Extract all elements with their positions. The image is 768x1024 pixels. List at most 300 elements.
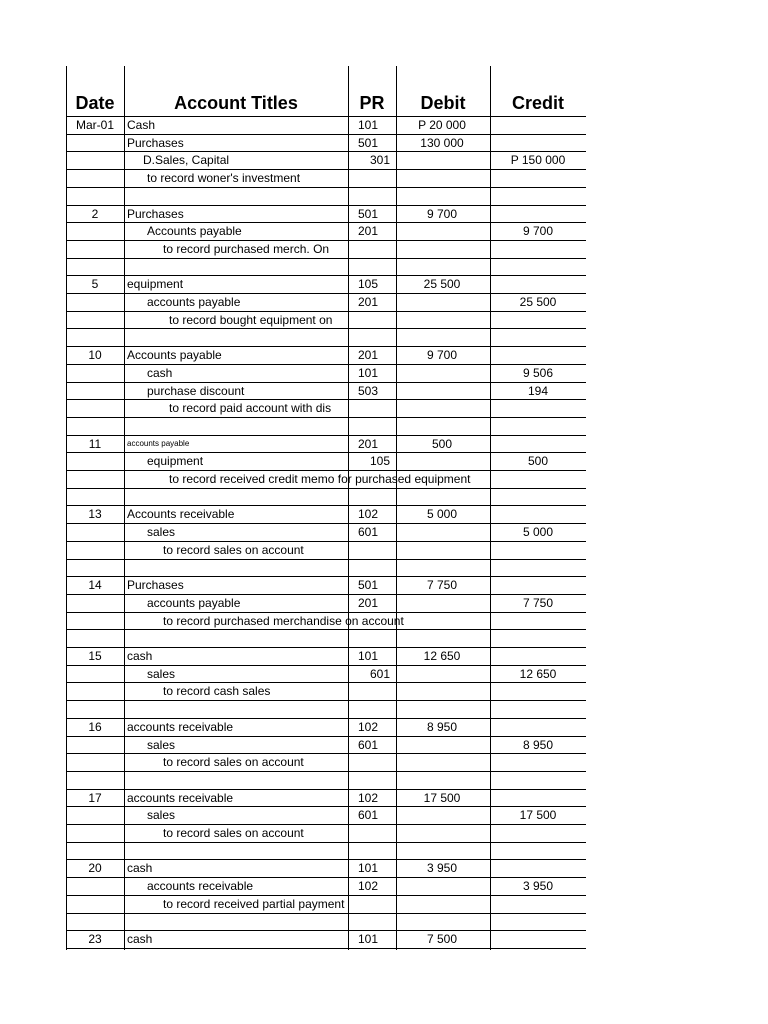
entry-date xyxy=(66,842,124,860)
entry-date: 2 xyxy=(91,206,99,221)
row-divider xyxy=(66,275,586,276)
credit-amount xyxy=(490,771,586,789)
journal-row xyxy=(66,913,586,931)
credit-amount xyxy=(490,541,586,559)
account-title: accounts payable xyxy=(147,295,241,309)
credit-amount xyxy=(490,116,586,134)
journal-row xyxy=(66,222,586,240)
row-divider xyxy=(66,293,586,294)
credit-amount xyxy=(490,399,586,417)
row-divider xyxy=(66,505,586,506)
posting-reference xyxy=(356,824,398,842)
general-journal-table xyxy=(66,66,586,950)
account-title: accounts payable xyxy=(147,595,241,610)
debit-amount: 130 000 xyxy=(420,135,464,150)
debit-amount xyxy=(396,682,488,700)
posting-reference: 102 xyxy=(358,790,379,805)
credit-amount: 8 950 xyxy=(522,737,554,752)
entry-date xyxy=(66,753,124,771)
posting-reference xyxy=(356,187,398,205)
debit-amount xyxy=(396,700,488,718)
account-title: to record woner's investment xyxy=(147,171,301,186)
entry-date xyxy=(66,311,124,329)
row-divider xyxy=(66,718,586,719)
credit-amount xyxy=(490,930,586,948)
credit-amount xyxy=(490,187,586,205)
account-title: to record cash sales xyxy=(163,684,271,699)
credit-amount: 7 750 xyxy=(522,595,554,610)
account-title: to record purchased merch. On xyxy=(163,241,330,256)
journal-row xyxy=(66,258,586,276)
account-title: Purchases xyxy=(127,206,184,221)
row-divider xyxy=(66,877,586,878)
row-divider xyxy=(66,842,586,843)
account-title: Accounts payable xyxy=(127,348,222,363)
posting-reference: 105 xyxy=(369,454,390,469)
account-title: equipment xyxy=(147,454,204,469)
journal-row xyxy=(66,417,586,435)
debit-amount xyxy=(396,222,488,240)
journal-row xyxy=(66,134,586,152)
credit-amount xyxy=(490,612,586,630)
entry-date: 16 xyxy=(88,719,102,734)
account-title xyxy=(127,913,347,931)
credit-amount xyxy=(490,718,586,736)
row-divider xyxy=(66,222,586,223)
credit-amount: P 150 000 xyxy=(510,153,566,168)
account-title xyxy=(127,258,347,276)
posting-reference: 601 xyxy=(369,666,390,681)
posting-reference: 101 xyxy=(358,118,379,132)
row-divider xyxy=(66,541,586,542)
entry-date xyxy=(66,222,124,240)
credit-amount xyxy=(490,859,586,877)
credit-amount xyxy=(490,346,586,364)
entry-date xyxy=(66,700,124,718)
account-title: sales xyxy=(147,666,176,681)
journal-row xyxy=(66,435,586,453)
row-divider xyxy=(66,895,586,896)
row-divider xyxy=(66,435,586,436)
debit-amount: 9 700 xyxy=(426,348,458,363)
entry-date xyxy=(66,134,124,152)
row-divider xyxy=(66,116,586,117)
debit-amount xyxy=(396,523,488,541)
journal-row xyxy=(66,612,586,630)
debit-amount xyxy=(396,328,488,346)
credit-amount xyxy=(490,629,586,647)
journal-row xyxy=(66,877,586,895)
entry-date xyxy=(66,629,124,647)
journal-row xyxy=(66,629,586,647)
credit-amount xyxy=(490,275,586,293)
row-divider xyxy=(66,382,586,383)
posting-reference xyxy=(356,258,398,276)
credit-amount: 500 xyxy=(527,454,549,469)
entry-date: 14 xyxy=(88,578,102,593)
credit-amount xyxy=(490,240,586,258)
entry-date xyxy=(66,258,124,276)
row-divider xyxy=(66,665,586,666)
row-divider xyxy=(66,470,586,471)
entry-date xyxy=(66,824,124,842)
credit-amount: 12 650 xyxy=(519,666,557,681)
entry-date xyxy=(66,488,124,506)
debit-amount xyxy=(396,470,488,488)
credit-amount: 25 500 xyxy=(519,295,557,309)
posting-reference xyxy=(356,700,398,718)
posting-reference: 501 xyxy=(358,135,379,150)
debit-amount xyxy=(396,612,488,630)
entry-date xyxy=(66,736,124,754)
debit-amount: 25 500 xyxy=(423,277,461,292)
journal-row xyxy=(66,311,586,329)
debit-amount xyxy=(396,594,488,612)
debit-amount xyxy=(396,771,488,789)
debit-amount xyxy=(396,665,488,683)
account-title: Accounts payable xyxy=(147,224,242,239)
account-title: to record paid account with dis xyxy=(169,401,332,416)
entry-date: 15 xyxy=(88,649,102,663)
posting-reference xyxy=(356,488,398,506)
account-title: cash xyxy=(127,649,153,663)
posting-reference: 501 xyxy=(358,206,379,221)
credit-amount: 9 506 xyxy=(522,365,554,380)
journal-row xyxy=(66,293,586,311)
posting-reference xyxy=(356,913,398,931)
debit-amount xyxy=(396,169,488,187)
journal-row xyxy=(66,205,586,223)
debit-amount xyxy=(396,753,488,771)
journal-row xyxy=(66,328,586,346)
entry-date: Mar-01 xyxy=(75,118,114,132)
entry-date: 20 xyxy=(88,861,102,876)
debit-amount: P 20 000 xyxy=(418,118,466,132)
journal-row xyxy=(66,842,586,860)
account-title xyxy=(127,328,347,346)
posting-reference xyxy=(356,842,398,860)
credit-amount xyxy=(490,205,586,223)
row-divider xyxy=(66,559,586,560)
debit-amount xyxy=(396,736,488,754)
posting-reference: 301 xyxy=(369,153,390,168)
row-divider xyxy=(66,736,586,737)
journal-row xyxy=(66,824,586,842)
credit-amount xyxy=(490,576,586,594)
journal-row xyxy=(66,364,586,382)
row-divider xyxy=(66,682,586,683)
entry-date xyxy=(66,470,124,488)
account-title: cash xyxy=(147,365,173,380)
header-account-titles: Account Titles xyxy=(174,93,298,113)
entry-date xyxy=(66,895,124,913)
debit-amount: 12 650 xyxy=(423,649,461,663)
posting-reference xyxy=(356,753,398,771)
journal-row xyxy=(66,789,586,807)
posting-reference: 102 xyxy=(358,879,379,894)
debit-amount xyxy=(396,629,488,647)
journal-row xyxy=(66,859,586,877)
debit-amount: 17 500 xyxy=(423,790,461,805)
debit-amount xyxy=(396,293,488,311)
credit-amount xyxy=(490,700,586,718)
row-divider xyxy=(66,913,586,914)
posting-reference xyxy=(356,629,398,647)
credit-amount xyxy=(490,682,586,700)
debit-amount xyxy=(396,240,488,258)
account-title xyxy=(127,842,347,860)
posting-reference: 503 xyxy=(358,383,379,398)
journal-row xyxy=(66,736,586,754)
journal-row xyxy=(66,523,586,541)
journal-row xyxy=(66,470,586,488)
row-divider xyxy=(66,399,586,400)
credit-amount xyxy=(490,311,586,329)
entry-date xyxy=(66,187,124,205)
entry-date: 5 xyxy=(91,277,99,292)
header-pr: PR xyxy=(359,93,385,113)
credit-amount: 5 000 xyxy=(522,525,554,540)
debit-amount xyxy=(396,417,488,435)
debit-amount xyxy=(396,311,488,329)
posting-reference xyxy=(356,771,398,789)
entry-date xyxy=(66,452,124,470)
posting-reference: 105 xyxy=(358,277,379,292)
row-divider xyxy=(66,948,586,949)
entry-date: 13 xyxy=(88,507,102,522)
entry-date: 17 xyxy=(88,790,102,805)
account-title: to record received credit memo for purchased equipment xyxy=(169,472,471,486)
posting-reference: 601 xyxy=(358,737,379,752)
debit-amount xyxy=(396,559,488,577)
row-divider xyxy=(66,151,586,152)
entry-date xyxy=(66,417,124,435)
account-title: accounts payable xyxy=(127,438,190,448)
posting-reference xyxy=(356,311,398,329)
row-divider xyxy=(66,771,586,772)
entry-date xyxy=(66,240,124,258)
debit-amount xyxy=(396,364,488,382)
posting-reference: 601 xyxy=(358,808,379,823)
account-title xyxy=(127,700,347,718)
row-divider xyxy=(66,187,586,188)
journal-row xyxy=(66,382,586,400)
journal-row xyxy=(66,895,586,913)
account-title: sales xyxy=(147,525,176,540)
debit-amount xyxy=(396,806,488,824)
credit-amount xyxy=(490,842,586,860)
posting-reference xyxy=(356,559,398,577)
posting-reference: 201 xyxy=(358,348,379,363)
credit-amount xyxy=(490,258,586,276)
debit-amount: 7 750 xyxy=(426,578,458,593)
entry-date xyxy=(66,328,124,346)
entry-date xyxy=(66,541,124,559)
account-title: Purchases xyxy=(127,135,184,150)
posting-reference: 102 xyxy=(358,719,379,734)
account-title: to record bought equipment on xyxy=(169,312,333,327)
row-divider xyxy=(66,240,586,241)
posting-reference: 102 xyxy=(358,507,379,522)
entry-date: 11 xyxy=(88,436,102,451)
debit-amount: 5 000 xyxy=(426,507,458,522)
debit-amount: 500 xyxy=(431,436,453,451)
debit-amount xyxy=(396,187,488,205)
journal-row xyxy=(66,682,586,700)
account-title: equipment xyxy=(127,277,184,292)
posting-reference xyxy=(356,169,398,187)
credit-amount xyxy=(490,789,586,807)
journal-row xyxy=(66,346,586,364)
entry-date xyxy=(66,399,124,417)
credit-amount xyxy=(490,505,586,523)
account-title xyxy=(127,488,347,506)
posting-reference: 101 xyxy=(358,649,379,663)
row-divider xyxy=(66,576,586,577)
journal-row xyxy=(66,187,586,205)
row-divider xyxy=(66,824,586,825)
credit-amount: 17 500 xyxy=(519,808,557,823)
account-title: to record received partial payment xyxy=(163,896,345,911)
debit-amount xyxy=(396,399,488,417)
account-title: to record sales on account xyxy=(163,826,304,840)
posting-reference xyxy=(356,328,398,346)
journal-row xyxy=(66,151,586,169)
posting-reference xyxy=(356,470,398,488)
row-divider xyxy=(66,452,586,453)
account-title: to record purchased merchandise on account xyxy=(163,613,404,628)
posting-reference: 601 xyxy=(358,525,379,540)
credit-amount xyxy=(490,435,586,453)
account-title xyxy=(127,417,347,435)
row-divider xyxy=(66,311,586,312)
entry-date xyxy=(66,382,124,400)
debit-amount xyxy=(396,452,488,470)
account-title: D.Sales, Capital xyxy=(143,153,230,168)
row-divider xyxy=(66,612,586,613)
account-title: to record sales on account xyxy=(163,755,304,770)
account-title: accounts receivable xyxy=(147,879,254,894)
row-divider xyxy=(66,364,586,365)
row-divider xyxy=(66,930,586,931)
entry-date xyxy=(66,559,124,577)
credit-amount xyxy=(490,753,586,771)
posting-reference: 101 xyxy=(358,861,379,876)
entry-date xyxy=(66,665,124,683)
posting-reference xyxy=(356,399,398,417)
row-divider xyxy=(66,789,586,790)
account-title: cash xyxy=(127,932,153,947)
posting-reference xyxy=(356,240,398,258)
row-divider xyxy=(66,859,586,860)
journal-row xyxy=(66,505,586,523)
account-title xyxy=(127,629,347,647)
journal-row xyxy=(66,718,586,736)
debit-amount xyxy=(396,824,488,842)
debit-amount xyxy=(396,151,488,169)
credit-amount xyxy=(490,417,586,435)
entry-date: 10 xyxy=(88,348,102,363)
posting-reference xyxy=(356,682,398,700)
posting-reference: 201 xyxy=(358,595,379,610)
row-divider xyxy=(66,346,586,347)
debit-amount xyxy=(396,382,488,400)
entry-date xyxy=(66,682,124,700)
debit-amount xyxy=(396,895,488,913)
posting-reference: 201 xyxy=(358,295,379,309)
debit-amount: 9 700 xyxy=(426,206,458,221)
account-title: sales xyxy=(147,737,176,752)
account-title xyxy=(127,187,347,205)
account-title xyxy=(127,559,347,577)
journal-row xyxy=(66,116,586,134)
debit-amount xyxy=(396,488,488,506)
credit-amount xyxy=(490,895,586,913)
posting-reference xyxy=(356,612,398,630)
posting-reference xyxy=(356,895,398,913)
row-divider xyxy=(66,258,586,259)
credit-amount: 3 950 xyxy=(522,879,554,894)
row-divider xyxy=(66,169,586,170)
journal-row xyxy=(66,399,586,417)
debit-amount xyxy=(396,913,488,931)
row-divider xyxy=(66,523,586,524)
credit-amount xyxy=(490,647,586,665)
credit-amount xyxy=(490,470,586,488)
account-title: accounts receivable xyxy=(127,719,234,734)
journal-row xyxy=(66,452,586,470)
journal-row xyxy=(66,753,586,771)
journal-row xyxy=(66,488,586,506)
debit-amount xyxy=(396,258,488,276)
account-title: cash xyxy=(127,861,153,876)
journal-row xyxy=(66,700,586,718)
posting-reference: 101 xyxy=(358,932,379,947)
row-divider xyxy=(66,205,586,206)
journal-row xyxy=(66,275,586,293)
posting-reference: 501 xyxy=(358,578,379,593)
credit-amount: 9 700 xyxy=(522,224,554,239)
entry-date xyxy=(66,293,124,311)
row-divider xyxy=(66,753,586,754)
posting-reference xyxy=(356,541,398,559)
entry-date xyxy=(66,612,124,630)
journal-row xyxy=(66,240,586,258)
journal-row xyxy=(66,665,586,683)
debit-amount: 8 950 xyxy=(426,719,458,734)
journal-row xyxy=(66,771,586,789)
journal-row xyxy=(66,647,586,665)
journal-row xyxy=(66,576,586,594)
debit-amount: 7 500 xyxy=(426,932,458,947)
header-credit: Credit xyxy=(511,93,564,113)
credit-amount xyxy=(490,328,586,346)
header-debit: Debit xyxy=(420,93,466,113)
entry-date xyxy=(66,151,124,169)
credit-amount: 194 xyxy=(527,383,549,398)
debit-amount xyxy=(396,842,488,860)
journal-row xyxy=(66,594,586,612)
entry-date xyxy=(66,169,124,187)
account-title xyxy=(127,771,347,789)
journal-row xyxy=(66,169,586,187)
credit-amount xyxy=(490,488,586,506)
journal-row xyxy=(66,541,586,559)
entry-date xyxy=(66,806,124,824)
row-divider xyxy=(66,328,586,329)
credit-amount xyxy=(490,913,586,931)
account-title: Purchases xyxy=(127,578,184,593)
